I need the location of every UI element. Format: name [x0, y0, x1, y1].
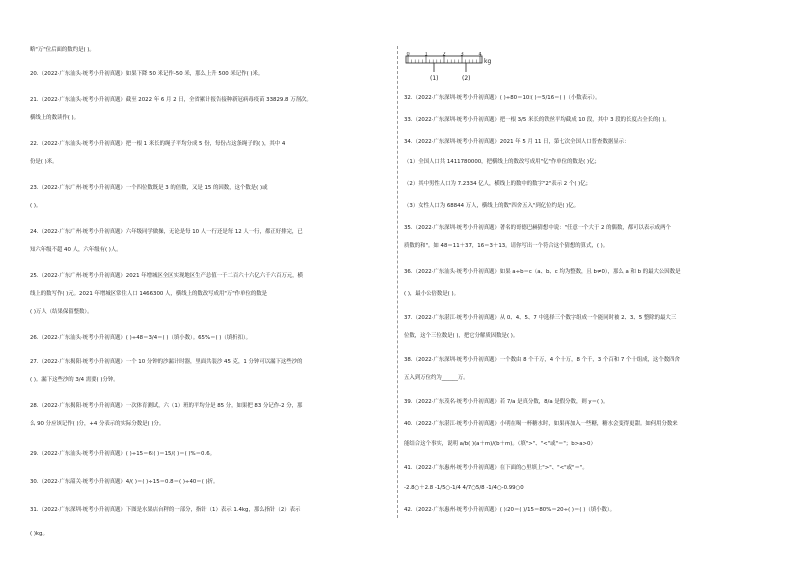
right-line-0: 32.（2022·广东深圳·统考小升初真题）( )÷80＝10∶( )＝5/16＝( )（小数表示）。	[404, 95, 601, 101]
right-line-8: 36.（2022·广东汕头·统考小升初真题）如果 a÷b＝c（a、b、c 均为整数，且 b≠0），那么 a 和 b 的最大公因数是	[404, 269, 681, 275]
ruler-ticks	[407, 52, 482, 63]
left-line-11: 线上的数写作( )元。2021 年增城区常住人口 1466300 人，横线上的数改写成用"万"作单位的数是	[30, 291, 268, 297]
left-line-3: 横线上的数读作( )。	[30, 115, 80, 121]
left-line-1: 20.（2022·广东汕头·统考小升初真题）如果下降 50 米记作-50 米，那么上升 500 米记作( )米。	[30, 71, 264, 77]
left-line-18: 29.（2022·广东汕头·统考小升初真题）( )÷15＝6∶( )＝15/( )＝( )%＝0.6。	[30, 451, 216, 457]
ruler-tick-label: 0	[406, 52, 410, 58]
left-line-6: 23.（2022·广东广州·统考小升初真题）一个四位数既是 3 的倍数，又是 15 的因数，这个数是( )或	[30, 185, 268, 191]
left-line-15: ( )。漏下这些沙的 3/4 需要( )分钟。	[30, 377, 119, 383]
left-line-20: 31.（2022·广东深圳·统考小升初真题）下图是水果店台秤的一部分，指针（1）表示 1.4kg，那么指针（2）表示	[30, 507, 301, 513]
left-line-21: ( )kg。	[30, 531, 48, 537]
right-line-14: 39.（2022·广东茂名·统考小升初真题）若 7/a 是真分数，8/a 是假分数，则 y＝( )。	[404, 399, 609, 405]
right-line-18: -2.8○＋2.8 -1/5○-1/4 4/7○5/8 -1/4○-0.99○0	[404, 485, 524, 491]
right-line-15: 40.（2022·广东湛江·统考小升初真题）小明在喝一杯糖水时，如果再加入一些糖，糖水会变得更甜。如何用分数来	[404, 421, 678, 427]
right-line-9: ( )，最小公倍数是( )。	[404, 291, 459, 297]
right-line-2: 34.（2022·广东深圳·统考小升初真题）2021 年 5 月 11 日，第七次全国人口普查数据显示：	[404, 139, 630, 145]
right-line-11: 位数，这个三位数是( )，把它分解质因数是( )。	[404, 333, 519, 339]
left-line-2: 21.（2022·广东汕头·统考小升初真题）截至 2022 年 6 月 2 日，全省累计报告接种新冠病毒疫苗 33829.8 万剂次。	[30, 97, 312, 103]
right-line-7: 质数的和"。如 48＝11＋37，16＝3＋13。请你写出一个符合这个猜想的算式，( )。	[404, 243, 609, 249]
left-line-13: 26.（2022·广东汕头·统考小升初真题）( )÷48＝3/4＝( )（填小数）。65%＝( )（填折扣）。	[30, 335, 252, 341]
left-line-9: 知六年级不超 40 人，六年级有( )人。	[30, 247, 122, 253]
left-line-17: 么 90 分应该记作( )分，+4 分表示的实际分数是( )分。	[30, 421, 165, 427]
right-line-3: （1）全国人口共 1411780000，把横线上的数改写成用"亿"作单位的数是( )亿；	[404, 159, 600, 165]
pointer-2-label: (2)	[462, 75, 471, 82]
left-line-10: 25.（2022·广东广州·统考小升初真题）2021 年增城区全区实现地区生产总值一千二百六十六亿六千六百万元，横	[30, 273, 303, 279]
right-line-19: 42.（2022·广东惠州·统考小升初真题）( )∶20＝( )/15＝80%＝20÷( )＝( )（填小数）。	[404, 507, 615, 513]
right-line-6: 35.（2022·广东深圳·统考小升初真题）著名的哥德巴赫猜想中说："任意一个大于 2 的偶数，都可以表示成两个	[404, 225, 671, 231]
right-line-4: （2）其中男性人口为 7.2334 亿人，横线上的数中的数字"2"表示 2 个( )亿；	[404, 181, 592, 187]
right-line-5: （3）女性人口为 68844 万人，横线上的数"四舍五入"到亿位约是( )亿。	[404, 203, 580, 209]
ruler-tick-label: 1	[424, 52, 428, 58]
right-line-10: 37.（2022·广东湛江·统考小升初真题）从 0、4、5、7 中选择三个数字组成一个能同时被 2、3、5 整除的最大三	[404, 315, 677, 321]
ruler-unit-label: kg	[484, 58, 492, 65]
left-line-5: 份是( )米。	[30, 159, 58, 165]
right-line-13: 五入到万位约为______万。	[404, 375, 469, 381]
right-line-12: 38.（2022·广东深圳·统考小升初真题）一个数由 8 个千万，4 个十万，8 个千，3 个百和 7 个十组成，这个数四舍	[404, 357, 680, 363]
left-line-12: ( )万人（结果保留整数）。	[30, 309, 93, 315]
ruler-tick-label: 3	[460, 52, 464, 58]
left-line-14: 27.（2022·广东揭阳·统考小升初真题）一个 10 分钟的沙漏计时器，里面共装沙 45 克，1 分钟可以漏下这些沙的	[30, 359, 303, 365]
ruler-tick-label: 2	[442, 52, 446, 58]
pointer-1-label: (1)	[430, 75, 439, 82]
left-line-0: 略"万"位后面的数约是( )。	[30, 47, 95, 53]
left-line-4: 22.（2022·广东汕头·统考小升初真题）把一根 1 米长的绳子平均分成 5 份，每份占这条绳子的( )，其中 4	[30, 141, 286, 147]
ruler-tick-label: 4	[478, 52, 482, 58]
left-line-19: 30.（2022·广东韶关·统考小升初真题）4/( )＝( )÷15＝0.8＝( )÷40＝( )折。	[30, 479, 219, 485]
right-line-1: 33.（2022·广东深圳·统考小升初真题）把一根 3/5 米长的铁丝平均截成 10 段，其中 3 段的长度占全长的( )。	[404, 117, 670, 123]
left-line-8: 24.（2022·广东广州·统考小升初真题）六年级同学做操，无论是每 10 人一行还是每 12 人一行，都正好排完，已	[30, 229, 303, 235]
right-line-16: 能结合这个事实，说明 a/b( )(a＋m)/(b＋m)。（填">"、"<"或"＝"；b>a>0）	[404, 441, 596, 447]
left-line-7: ( )。	[30, 203, 42, 209]
right-line-17: 41.（2022·广东惠州·统考小升初真题）在下面的○里填上">"、"<"或"＝"。	[404, 465, 588, 471]
scale-ruler-figure	[404, 52, 494, 82]
column-divider	[397, 46, 398, 518]
left-line-16: 28.（2022·广东揭阳·统考小升初真题）一次体育测试，六（1）班的平均分是 85 分，如果把 83 分记作-2 分，那	[30, 403, 303, 409]
